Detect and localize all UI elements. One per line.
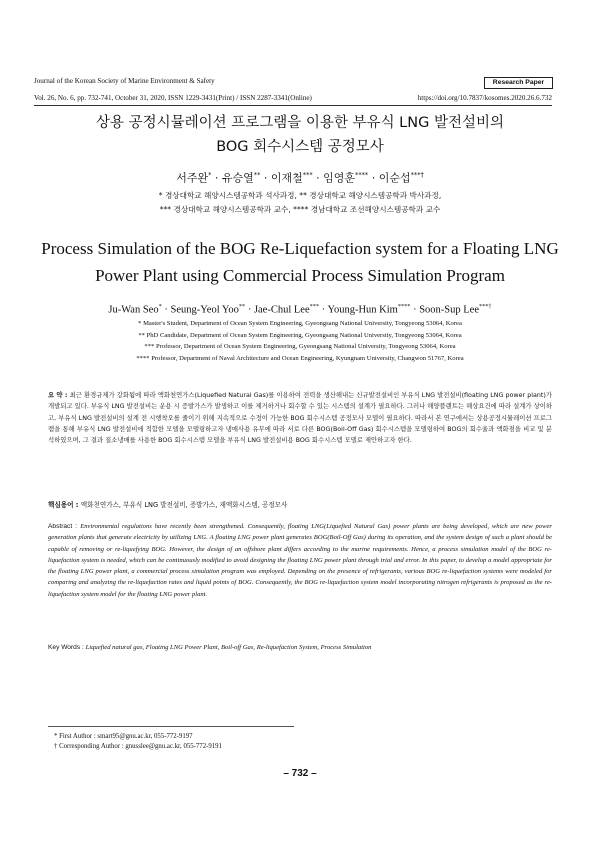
korean-keywords-text: 액화천연가스, 부유식 LNG 발전설비, 증발가스, 재액화시스템, 공정모사 <box>80 501 288 509</box>
author-mark: * <box>208 171 212 179</box>
author-name: 이재철 <box>270 171 303 185</box>
author-mark: **** <box>355 171 369 179</box>
author-separator: · <box>410 304 420 316</box>
author-mark: *** <box>302 171 313 179</box>
journal-name: Journal of the Korean Society of Marine Environment & Safety <box>34 77 215 85</box>
korean-affiliation-line-2: *** 경상대학교 해양시스템공학과 교수, **** 경남대학교 조선해양시스템공학과 교수 <box>159 205 441 214</box>
doi-link[interactable]: https://doi.org/10.7837/kosomes.2020.26.6.732 <box>417 94 552 102</box>
author-name: 유승열 <box>221 171 254 185</box>
english-abstract <box>48 521 552 600</box>
english-author-list <box>20 300 580 318</box>
author-mark: ** <box>253 171 261 179</box>
footnote-corresponding-author: † Corresponding Author : gnusslee@gnu.ac.kr, 055-772-9191 <box>54 743 222 750</box>
korean-abstract-label: 요 약 : <box>48 392 70 399</box>
author-separator: · <box>312 171 324 185</box>
article-type-badge: Research Paper <box>484 77 553 89</box>
korean-keywords-label: 핵심용어 : <box>48 501 81 509</box>
korean-abstract <box>48 390 552 446</box>
english-affiliation: * Master's Student, Department of Ocean System Engineering, Gyeongsang National University, Tongyeong 53064, Korea <box>138 320 462 327</box>
author-mark: * <box>158 303 162 310</box>
author-separator: · <box>260 171 271 185</box>
english-title-line-2: Power Plant using Commercial Process Simulation Program <box>95 266 505 285</box>
korean-title-line-2: BOG 회수시스템 공정모사 <box>216 139 384 155</box>
english-keywords-text: Liquefied natural gas, Floating LNG Power Plant, Boil-off Gas, Re-liquefaction System, Process Simulation <box>85 644 372 651</box>
english-affiliation: ** PhD Candidate, Department of Ocean System Engineering, Gyeongsang National University, Tongyeong 53064, Korea <box>138 331 462 339</box>
korean-title-line-1: 상용 공정시뮬레이션 프로그램을 이용한 부유식 LNG 발전설비의 <box>96 115 504 131</box>
author-mark: ***† <box>410 171 424 179</box>
english-keywords <box>48 643 552 653</box>
korean-affiliations <box>20 189 580 217</box>
volume-info: Vol. 26, No. 6, pp. 732-741, October 31, 2020, ISSN 1229-3431(Print) / ISSN 2287-3341(Online) <box>34 94 312 102</box>
english-affiliation: *** Professor, Department of Ocean System Engineering, Gyeongsang National University, Tongyeong 53064, Korea <box>144 343 456 351</box>
header-divider <box>34 105 552 106</box>
author-name: Soon-Sup Lee <box>419 304 479 316</box>
author-separator: · <box>319 304 328 316</box>
page-number: – 732 – <box>283 768 317 779</box>
author-separator: · <box>161 304 171 316</box>
english-affiliation: **** Professor, Department of Naval Architecture and Ocean Engineering, Kyungnam University, Changwon 51767, Korea <box>136 354 464 362</box>
english-keywords-label: Key Words : <box>48 644 86 651</box>
author-name: 임영훈 <box>323 171 356 185</box>
english-title <box>20 235 580 289</box>
korean-keywords <box>48 500 552 510</box>
author-separator: · <box>245 304 254 316</box>
english-abstract-text: Environmental regulations have recently been strengthened. Consequently, floating LNG(Liquefied Natural Gas) power plants are being developed, which are new power generation plants that generate electricity by utilizing LNG. A floating LNG power plant generates BOG(Boil-Off Gas) during its operation, and the system design of such a plant should be capable of removing or re-liquefying BOG. However, the design of an offshore plant differs according to the marine requirements. Hence, a process simulation model of the BOG re-liquefaction system is needed, which can be continuously modified to avoid designing the floating LNG power plant through trial and error. In this paper, to develop a model appropriate for the floating LNG power plant, a commercial process simulation program was employed. Depending on the presence of refrigerants, various BOG re-liquefaction systems were modeled for comparing and analyzing the re-liquefaction rates and liquid points of BOG. Consequently, the BOG re-liquefaction system model incorporating nitrogen refrigerants is proposed as the re-liquefaction system model for the floating LNG power plant. <box>48 523 552 598</box>
author-mark: ***† <box>478 303 492 310</box>
author-name: Young-Hun Kim <box>327 304 398 316</box>
author-mark: *** <box>309 303 320 310</box>
author-separator: · <box>211 171 222 185</box>
footnote-first-author: * First Author : smart95@gnu.ac.kr, 055-772-9197 <box>54 733 193 740</box>
korean-author-list <box>20 168 580 186</box>
author-name: 서주완 <box>176 171 209 185</box>
korean-title <box>20 111 580 159</box>
author-mark: **** <box>397 303 411 310</box>
author-name: Ju-Wan Seo <box>108 304 159 316</box>
english-affiliations <box>20 318 580 364</box>
footnote-divider <box>48 726 294 727</box>
english-abstract-label: Abstract : <box>48 523 81 530</box>
author-name: 이순섭 <box>378 171 411 185</box>
author-name: Seung-Yeol Yoo <box>170 304 239 316</box>
author-mark: ** <box>238 303 246 310</box>
author-name: Jae-Chul Lee <box>253 304 310 316</box>
korean-abstract-text: 최근 환경규제가 강화됨에 따라 액화천연가스(Liquefied Natural Gas)를 이용하여 전력을 생산해내는 신규발전설비인 부유식 LNG 발전설비(floating LNG power plant)가 개발되고 있다. 부유식 LNG 발전설비는 운용 시 증발가스가 발생하고 이를 제거하거나 회수할 수 있는 시스템의 설계가 필요하다. 그러나 해양플랜트는 해상요건에 따라 설계가 상이하고, 부유식 LNG 발전설비의 설계 전 시행착오를 줄이기 위해 지속적으로 수정이 가능한 BOG 회수시스템 공정모사 모델이 필요하다. 따라서 본 연구에서는 상용공정시뮬레이션 프로그램을 통해 부유식 LNG 발전설비에 적합한 모델을 모델링하고자 냉매사용 유무에 따라 서로 다른 BOG(Boil-Off Gas) 회수시스템을 모델링하여 BOG의 회수율과 액화점을 비교 및 분석하였으며, 그 결과 질소냉매를 사용한 BOG 회수시스템 모델을 부유식 LNG 발전설비용 BOG 회수시스템 모델로 제안하고자 한다. <box>48 392 552 445</box>
korean-affiliation-line-1: * 경상대학교 해양시스템공학과 석사과정, ** 경상대학교 해양시스템공학과 박사과정, <box>158 191 442 200</box>
english-title-line-1: Process Simulation of the BOG Re-Liquefaction system for a Floating LNG <box>41 239 559 258</box>
author-separator: · <box>368 171 379 185</box>
